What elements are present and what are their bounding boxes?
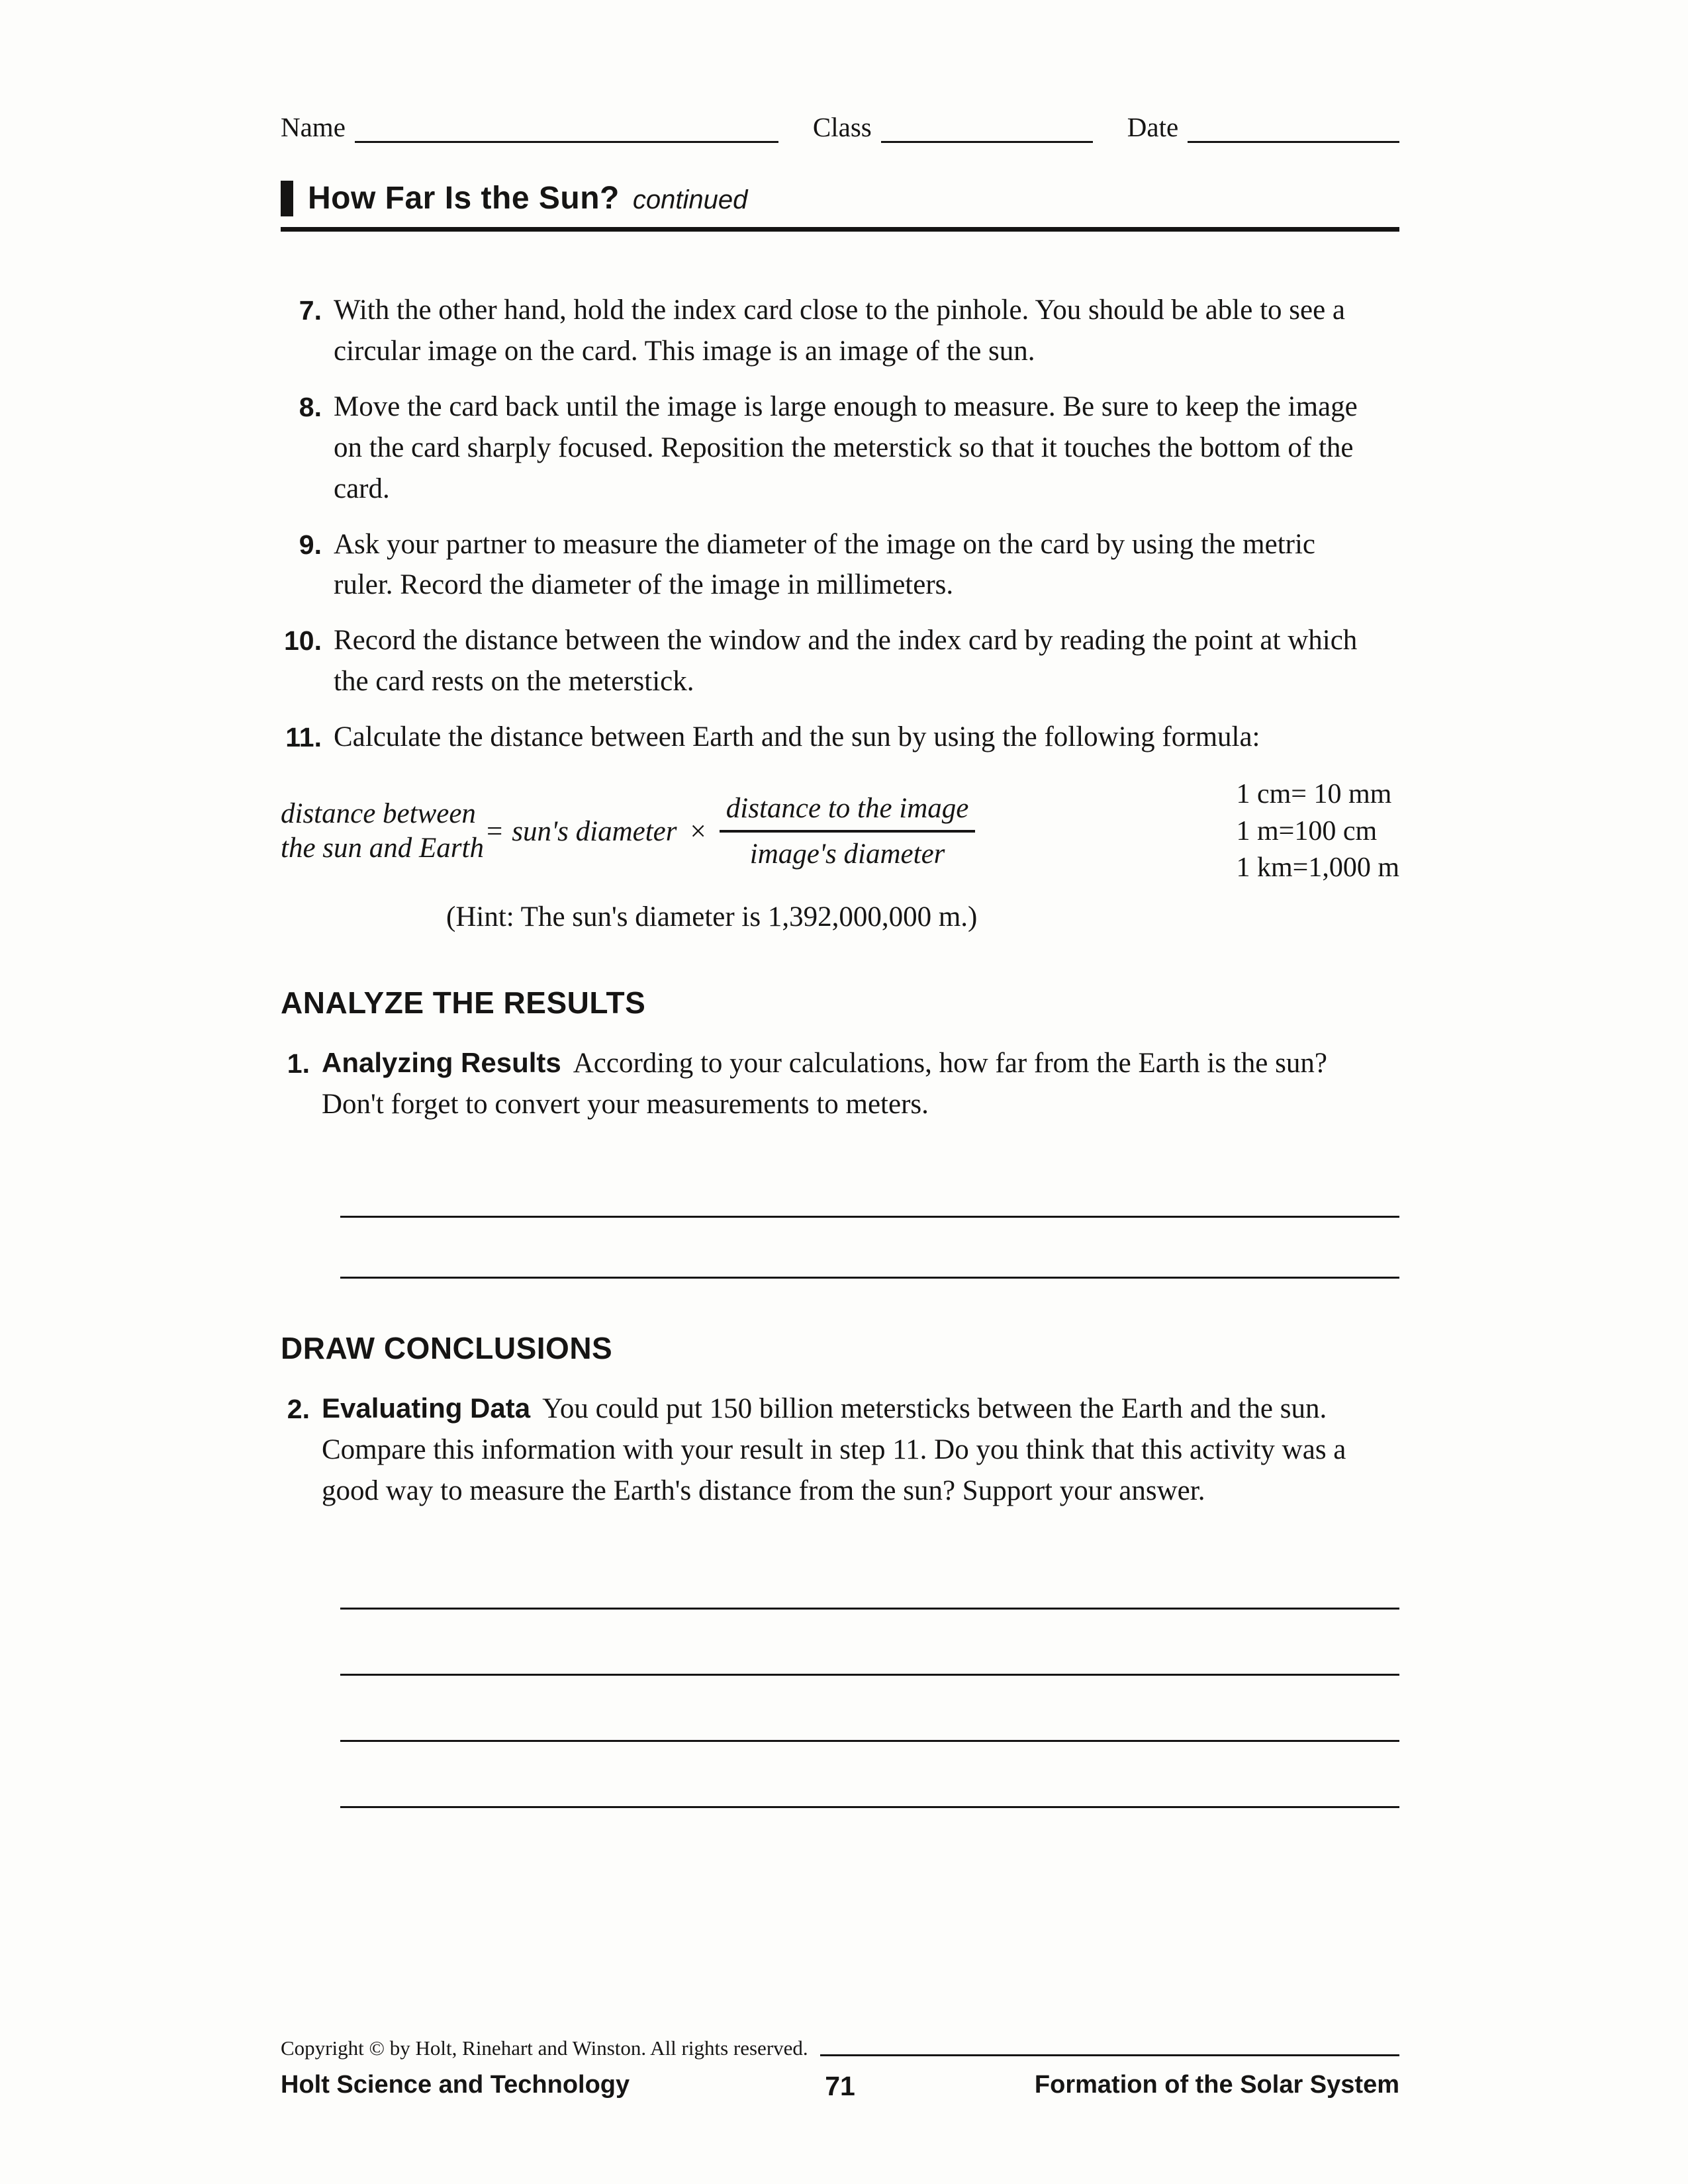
multiply-sign: × [690, 815, 706, 847]
formula-hint: (Hint: The sun's diameter is 1,392,000,000 m.) [446, 901, 978, 933]
step-text: With the other hand, hold the index card close to the pinhole. You should be able to see a circular image on the card. This image is an image of the sun. [334, 295, 1346, 367]
unit-conversions [1236, 776, 1399, 886]
name-blank[interactable] [355, 114, 778, 143]
question-text [322, 1388, 1381, 1512]
step-number: 8. [299, 391, 322, 422]
step-item [281, 290, 1399, 372]
question-item [281, 1043, 1399, 1125]
page-title: How Far Is the Sun? [308, 181, 620, 216]
name-label: Name [281, 112, 346, 142]
answer-line[interactable] [340, 1742, 1399, 1808]
date-blank[interactable] [1188, 114, 1399, 143]
copyright-text: Copyright © by Holt, Rinehart and Winston. All rights reserved. [281, 2036, 808, 2060]
conversion-cm-mm: 1 cm= 10 mm [1236, 779, 1392, 810]
answer-line[interactable] [340, 1157, 1399, 1218]
class-label: Class [812, 112, 872, 142]
title-block-icon [281, 181, 293, 216]
answer-line[interactable] [340, 1543, 1399, 1610]
date-label: Date [1127, 112, 1179, 142]
formula-fraction [720, 792, 976, 870]
conversion-m-cm: 1 m=100 cm [1236, 815, 1378, 846]
question-body: You could put 150 billion metersticks between the Earth and the sun. Compare this information with your result in step 11. Do you think that this activity was a good way to measure the Earth's distance from the sun? Support your answer. [322, 1393, 1346, 1506]
question-number: 1. [287, 1048, 310, 1079]
formula-lhs-line2: the sun and Earth [281, 833, 484, 864]
publisher-name: Holt Science and Technology [281, 2071, 630, 2099]
step-text: Record the distance between the window and the index card by reading the point at which the card rests on the meterstick. [334, 625, 1358, 698]
footer-row [281, 2071, 1399, 2099]
question-text [322, 1043, 1381, 1125]
page-title-continued: continued [632, 185, 748, 214]
answer-line[interactable] [340, 1676, 1399, 1742]
draw-conclusions-heading: DRAW CONCLUSIONS [281, 1331, 613, 1366]
class-blank[interactable] [881, 114, 1093, 143]
step-number: 11. [285, 722, 322, 753]
question-body: According to your calculations, how far from the Earth is the sun? Don't forget to convert your measurements to meters. [322, 1048, 1327, 1120]
fraction-denominator: image's diameter [749, 839, 945, 870]
page-content [281, 111, 1399, 1808]
conversion-km-m: 1 km=1,000 m [1236, 852, 1399, 883]
step-number: 7. [299, 295, 322, 326]
page-number: 71 [825, 2071, 855, 2101]
answer-line[interactable] [340, 1218, 1399, 1279]
procedure-steps [281, 290, 1399, 758]
fraction-numerator: distance to the image [720, 792, 976, 833]
title-bar [281, 180, 1399, 232]
step-text: Ask your partner to measure the diameter of the image on the card by using the metric ruler. Record the diameter of the image in millimeters. [334, 528, 1315, 601]
question-label: Analyzing Results [322, 1047, 561, 1079]
step-item [281, 717, 1399, 758]
step-number: 10. [284, 625, 322, 657]
question-number: 2. [287, 1394, 310, 1425]
formula-lhs-line1: distance between [281, 797, 476, 829]
question-item [281, 1388, 1399, 1512]
chapter-title: Formation of the Solar System [1034, 2071, 1399, 2099]
step-text: Calculate the distance between Earth and the sun by using the following formula: [334, 721, 1260, 753]
step-number: 9. [299, 529, 322, 560]
step-item [281, 524, 1399, 606]
question-label: Evaluating Data [322, 1392, 531, 1424]
equals-sign: = [486, 815, 503, 847]
page-footer [281, 2036, 1399, 2099]
distance-formula [281, 776, 1399, 886]
step-text: Move the card back until the image is large enough to measure. Be sure to keep the image on the card sharply focused. Reposition the meterstick so that it touches the bottom of the card. [334, 390, 1358, 504]
answer-line[interactable] [340, 1610, 1399, 1676]
step-item [281, 387, 1399, 510]
analyze-results-heading: ANALYZE THE RESULTS [281, 985, 646, 1021]
step-item [281, 620, 1399, 702]
copyright-row [281, 2036, 1399, 2060]
formula-lhs [281, 797, 484, 866]
footer-rule [820, 2054, 1399, 2056]
formula-suns-diameter: sun's diameter [512, 815, 677, 847]
header-row [281, 111, 1399, 143]
